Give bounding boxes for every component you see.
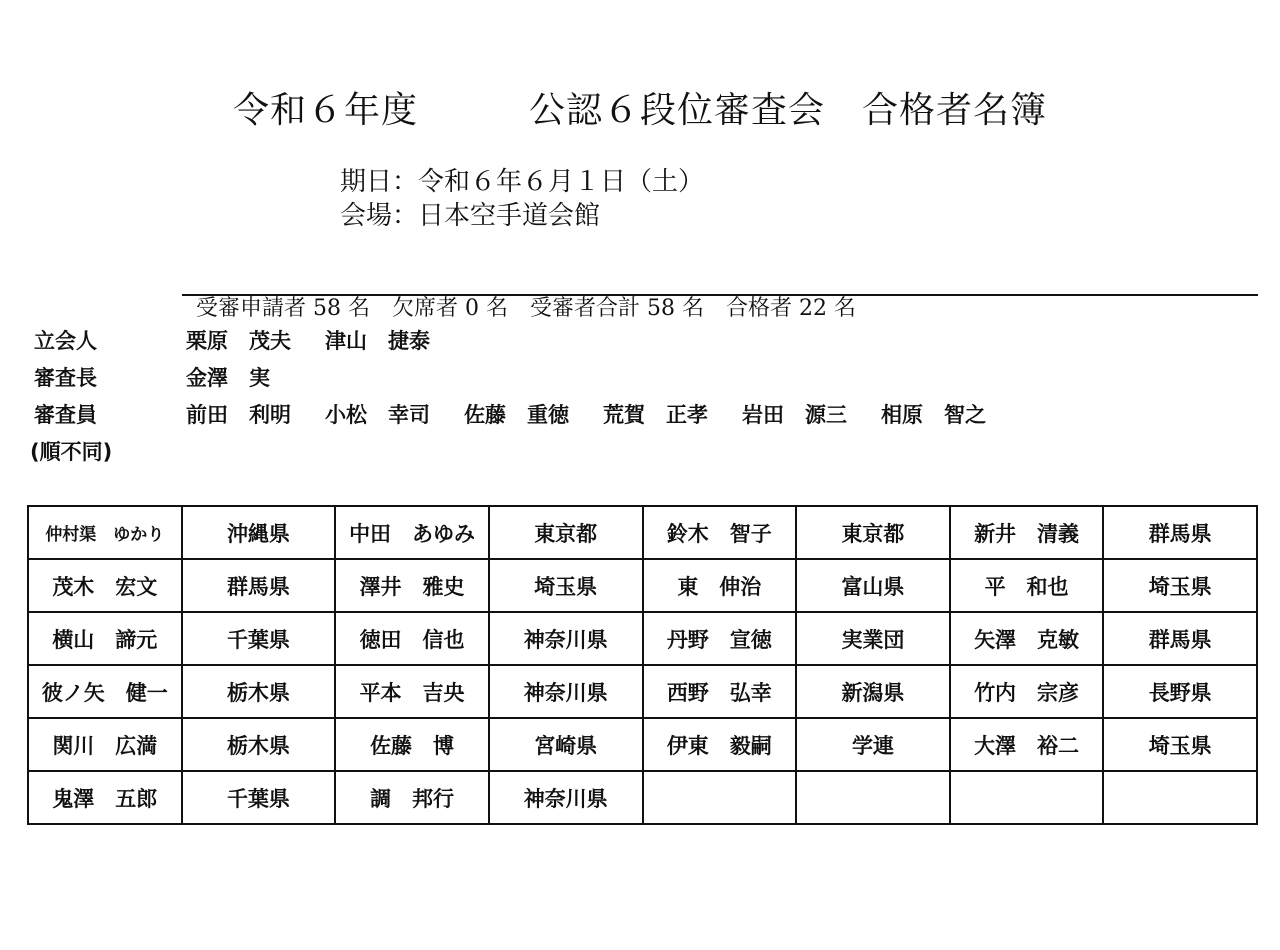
chief-label: 審査長 xyxy=(34,366,97,390)
passer-name: 横山 諦元 xyxy=(28,612,182,665)
passer-affiliation: 埼玉県 xyxy=(1103,718,1257,771)
passer-name: 新井 清義 xyxy=(950,506,1104,559)
passer-name: 平 和也 xyxy=(950,559,1104,612)
passers-table-body xyxy=(28,506,1257,824)
passer-name: 鈴木 智子 xyxy=(643,506,797,559)
passer-affiliation: 埼玉県 xyxy=(489,559,643,612)
table-row xyxy=(28,506,1257,559)
passer-name xyxy=(950,771,1104,824)
witness-name: 津山 捷泰 xyxy=(325,329,430,353)
passer-affiliation: 群馬県 xyxy=(1103,612,1257,665)
passer-affiliation: 神奈川県 xyxy=(489,612,643,665)
passer-name: 鬼澤 五郎 xyxy=(28,771,182,824)
judge-name: 佐藤 重徳 xyxy=(464,403,569,427)
passer-name: 丹野 宣徳 xyxy=(643,612,797,665)
passer-affiliation: 千葉県 xyxy=(182,771,336,824)
judge-name: 小松 幸司 xyxy=(325,403,430,427)
summary-absent: 欠席者 0 名 xyxy=(391,296,508,321)
passer-name: 中田 あゆみ xyxy=(335,506,489,559)
table-row xyxy=(28,771,1257,824)
passer-affiliation: 沖縄県 xyxy=(182,506,336,559)
passer-affiliation: 埼玉県 xyxy=(1103,559,1257,612)
witness-name: 栗原 茂夫 xyxy=(186,329,291,353)
summary-line xyxy=(182,264,1258,321)
passer-name: 西野 弘幸 xyxy=(643,665,797,718)
passer-affiliation: 東京都 xyxy=(796,506,950,559)
passer-affiliation: 群馬県 xyxy=(182,559,336,612)
exam-venue: 会場：日本空手道会館 xyxy=(340,201,601,231)
judge-name: 前田 利明 xyxy=(186,403,291,427)
document-title: 令和６年度 公認６段位審査会 合格者名簿 xyxy=(232,90,1047,131)
judge-name: 荒賀 正孝 xyxy=(603,403,708,427)
passer-name: 仲村渠 ゆかり xyxy=(28,506,182,559)
table-row xyxy=(28,718,1257,771)
chief-names xyxy=(186,363,304,393)
judge-name: 岩田 源三 xyxy=(742,403,847,427)
passer-name: 平本 吉央 xyxy=(335,665,489,718)
passer-name: 東 伸治 xyxy=(643,559,797,612)
table-row xyxy=(28,665,1257,718)
passer-affiliation: 栃木県 xyxy=(182,718,336,771)
passer-affiliation: 新潟県 xyxy=(796,665,950,718)
passer-name: 関川 広満 xyxy=(28,718,182,771)
passer-affiliation xyxy=(1103,771,1257,824)
passer-name: 矢澤 克敏 xyxy=(950,612,1104,665)
judges-names xyxy=(186,400,1020,430)
table-row xyxy=(28,612,1257,665)
passer-affiliation: 神奈川県 xyxy=(489,665,643,718)
judges-label: 審査員 xyxy=(34,403,97,427)
passer-affiliation: 宮崎県 xyxy=(489,718,643,771)
witness-label: 立会人 xyxy=(34,329,97,353)
passer-affiliation: 富山県 xyxy=(796,559,950,612)
passer-affiliation: 栃木県 xyxy=(182,665,336,718)
witness-names xyxy=(186,326,464,356)
table-row xyxy=(28,559,1257,612)
passer-name: 澤井 雅史 xyxy=(335,559,489,612)
passer-name: 竹内 宗彦 xyxy=(950,665,1104,718)
judge-name: 相原 智之 xyxy=(881,403,986,427)
passer-name: 彼ノ矢 健一 xyxy=(28,665,182,718)
exam-date: 期日：令和６年６月１日（土） xyxy=(340,167,705,197)
passer-affiliation: 長野県 xyxy=(1103,665,1257,718)
passer-affiliation: 東京都 xyxy=(489,506,643,559)
passer-name: 調 邦行 xyxy=(335,771,489,824)
passer-name: 徳田 信也 xyxy=(335,612,489,665)
passer-name: 伊東 毅嗣 xyxy=(643,718,797,771)
passer-name: 大澤 裕二 xyxy=(950,718,1104,771)
passers-table xyxy=(27,505,1258,825)
passer-name: 佐藤 博 xyxy=(335,718,489,771)
summary-examinees: 受審者合計 58 名 xyxy=(529,296,704,321)
summary-applicants: 受審申請者 58 名 xyxy=(196,296,370,321)
passer-affiliation: 千葉県 xyxy=(182,612,336,665)
passer-affiliation: 群馬県 xyxy=(1103,506,1257,559)
passer-affiliation xyxy=(796,771,950,824)
summary-passed: 合格者 22 名 xyxy=(725,296,856,321)
passer-name: 茂木 宏文 xyxy=(28,559,182,612)
passer-affiliation: 実業団 xyxy=(796,612,950,665)
chief-name: 金澤 実 xyxy=(186,366,270,390)
passer-affiliation: 学連 xyxy=(796,718,950,771)
passer-name xyxy=(643,771,797,824)
passer-affiliation: 神奈川県 xyxy=(489,771,643,824)
order-note: (順不同) xyxy=(30,440,113,464)
